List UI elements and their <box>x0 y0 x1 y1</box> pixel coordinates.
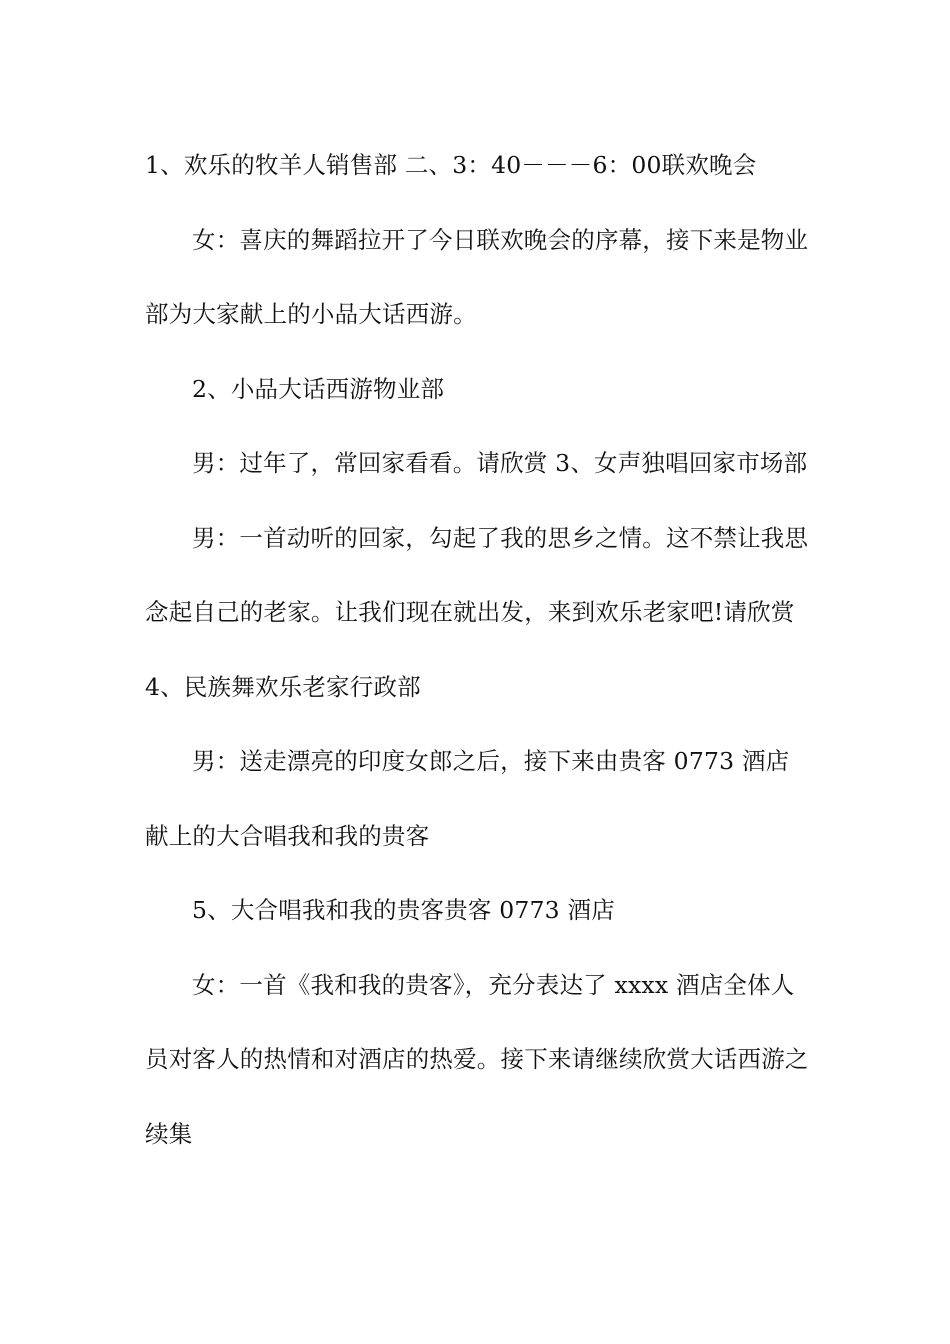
paragraph-5: 男：一首动听的回家，勾起了我的思乡之情。这不禁让我思念起自己的老家。让我们现在就出发，来到欢乐老家吧!请欣赏 4、民族舞欢乐老家行政部 <box>145 523 809 701</box>
paragraph-1: 1、欢乐的牧羊人销售部 二、3：40－－－6：00联欢晚会 <box>145 151 757 179</box>
paragraph-7: 5、大合唱我和我的贵客贵客 0773 酒店 <box>192 896 615 924</box>
document-body <box>145 128 810 1171</box>
paragraph-3: 2、小品大话西游物业部 <box>192 374 445 403</box>
paragraph-6: 男：送走漂亮的印度女郎之后，接下来由贵客 0773 酒店献上的大合唱我和我的贵客 <box>145 747 790 850</box>
paragraph-4: 男：过年了，常回家看看。请欣赏 3、女声独唱回家市场部 <box>192 449 808 477</box>
paragraph-2: 女：喜庆的舞蹈拉开了今日联欢晚会的序幕，接下来是物业部为大家献上的小品大话西游。 <box>145 225 809 328</box>
paragraph-8: 女：一首《我和我的贵客》，充分表达了 xxxx 酒店全体人员对客人的热情和对酒店的热爱。接下来请继续欣赏大话西游之续集 <box>145 970 809 1148</box>
